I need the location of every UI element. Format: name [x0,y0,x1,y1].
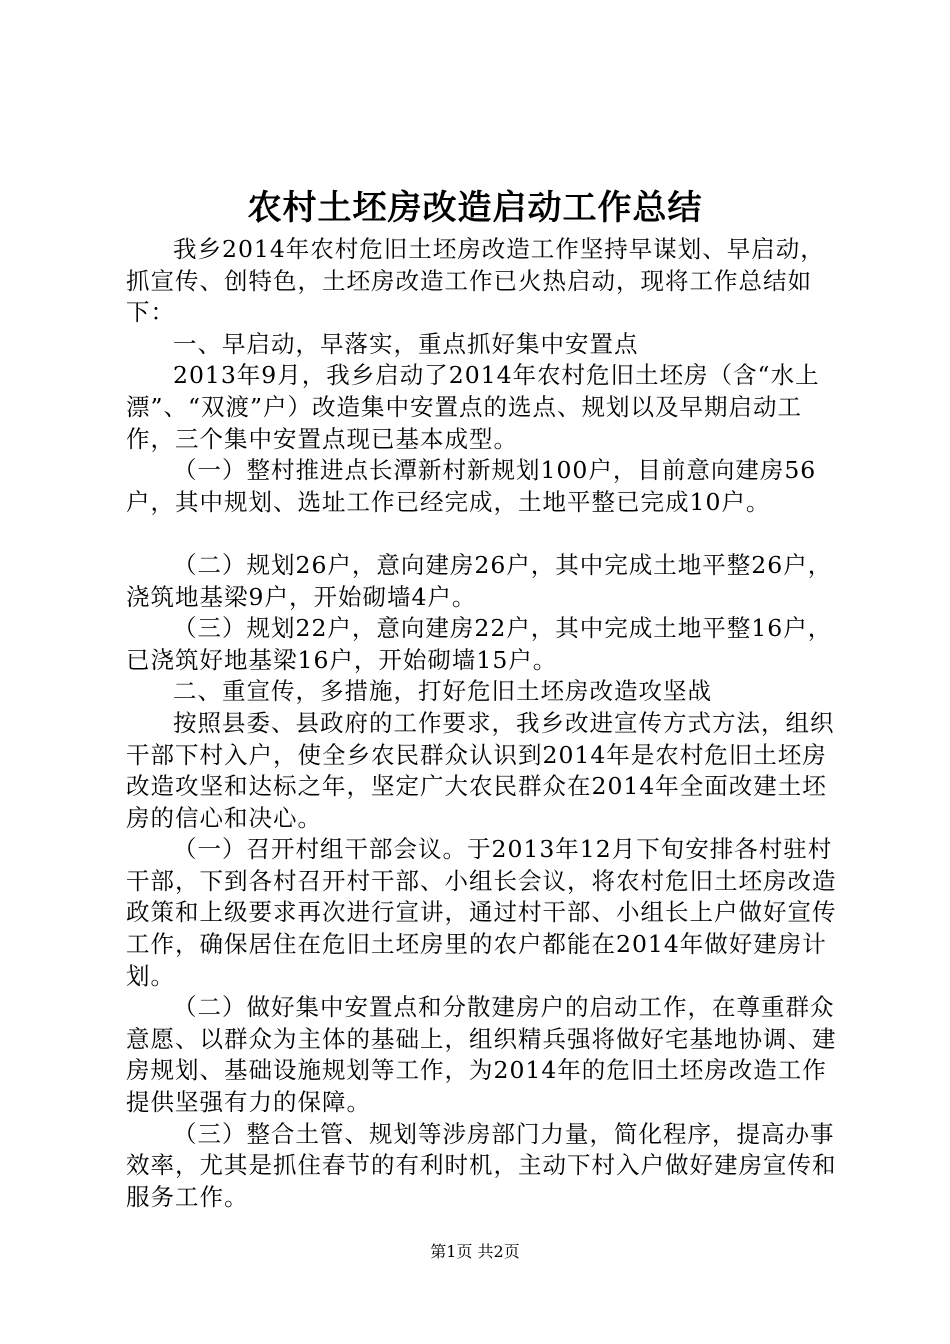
section-heading-1: 一、早启动，早落实，重点抓好集中安置点 [173,329,639,358]
intro-paragraph: 我乡2014年农村危旧土坯房改造工作坚持早谋划、早启动，抓宣传、创特色，土坯房改造工作已火热启动，现将工作总结如下： [126,235,825,327]
section-heading-2: 二、重宣传，多措施，打好危旧土坯房改造攻坚战 [173,677,712,706]
body-paragraph: 2013年9月，我乡启动了2014年农村危旧土坯房（含“水上漂”、“双渡”户）改造集中安置点的选点、规划以及早期启动工作，三个集中安置点现已基本成型。 [126,361,820,453]
document-body [126,234,838,1213]
body-paragraph: （一）召开村组干部会议。于2013年12月下旬安排各村驻村干部，下到各村召开村干部、小组长会议，将农村危旧土坯房改造政策和上级要求再次进行宣讲，通过村干部、小组长上户做好宣传工作，确保居住在危旧土坯房里的农户都能在2014年做好建房计划。 [126,835,837,990]
document-title: 农村土坯房改造启动工作总结 [247,188,703,228]
body-paragraph: （三）整合土管、规划等涉房部门力量，简化程序，提高办事效率，尤其是抓住春节的有利时机，主动下村入户做好建房宣传和服务工作。 [126,1119,837,1211]
body-paragraph: （二）做好集中安置点和分散建房户的启动工作，在尊重群众意愿、以群众为主体的基础上，组织精兵强将做好宅基地协调、建房规划、基础设施规划等工作，为2014年的危旧土坯房改造工作提供坚强有力的保障。 [126,993,837,1117]
body-paragraph: 按照县委、县政府的工作要求，我乡改进宣传方式方法，组织干部下村入户，使全乡农民群众认识到2014年是农村危旧土坯房改造攻坚和达标之年，坚定广大农民群众在2014年全面改建土坯房的信心和决心。 [126,708,835,832]
body-paragraph: （二）规划26户，意向建房26户，其中完成土地平整26户，浇筑地基梁9户，开始砌墙4户。 [126,550,833,611]
body-paragraph: （三）规划22户，意向建房22户，其中完成土地平整16户，已浇筑好地基梁16户，开始砌墙15户。 [126,614,833,674]
page-footer: 第1页 共2页 [430,1242,520,1261]
blank-line [126,518,838,550]
body-paragraph: （一）整村推进点长潭新村新规划100户，目前意向建房56户，其中规划、选址工作已经完成，土地平整已完成10户。 [126,456,817,516]
